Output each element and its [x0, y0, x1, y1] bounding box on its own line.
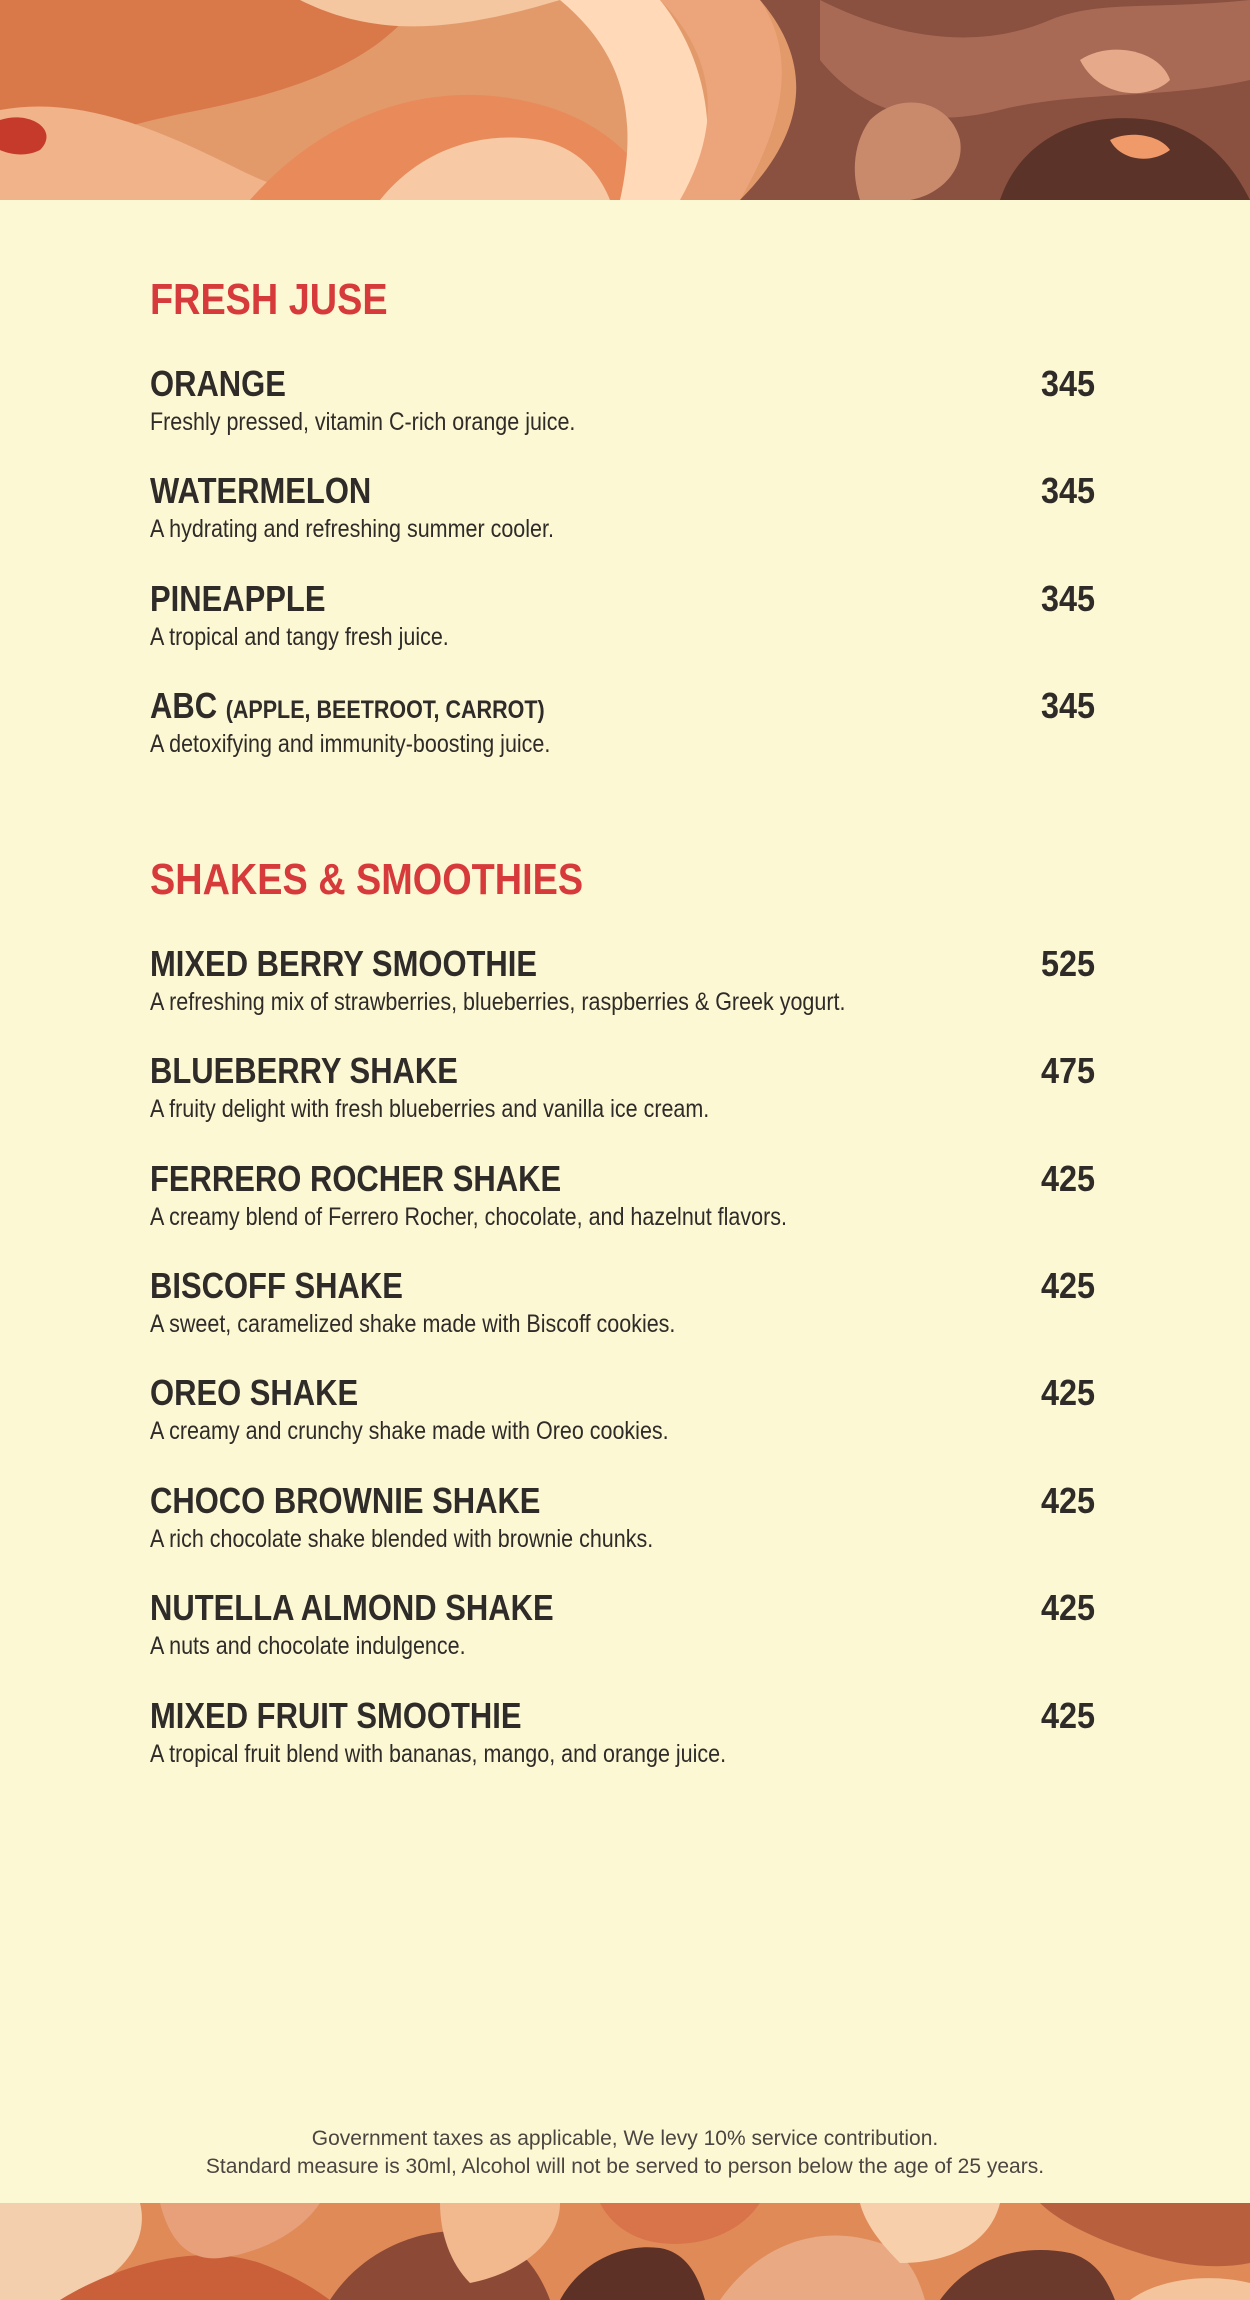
item-price: 425: [1040, 1372, 1095, 1413]
item-name-subtitle: (APPLE, BEETROOT, CARROT): [225, 696, 545, 724]
item-price: 345: [1040, 685, 1095, 726]
item-name: BISCOFF SHAKE: [150, 1265, 403, 1306]
item-description: A fruity delight with fresh blueberries and vanilla ice cream.: [150, 1095, 710, 1123]
floral-artwork-top: [0, 0, 1250, 200]
item-description: A hydrating and refreshing summer cooler.: [150, 515, 554, 543]
item-price: 425: [1040, 1158, 1095, 1199]
item-price: 345: [1040, 470, 1095, 511]
item-name: NUTELLA ALMOND SHAKE: [150, 1587, 554, 1628]
item-name: WATERMELON: [150, 470, 372, 511]
section-title-shakes-smoothies: SHAKES & SMOOTHIES: [150, 855, 584, 904]
item-description: A creamy and crunchy shake made with Oreo cookies.: [150, 1417, 669, 1445]
section-title-fresh-juice: FRESH JUSE: [150, 275, 388, 324]
item-price: 425: [1040, 1587, 1095, 1628]
item-price: 425: [1040, 1265, 1095, 1306]
menu-item-watermelon: [150, 469, 1095, 559]
footer-alcohol-note: Standard measure is 30ml, Alcohol will not be served to person below the age of 25 years.: [205, 2155, 1045, 2178]
item-description: A sweet, caramelized shake made with Biscoff cookies.: [150, 1310, 676, 1338]
item-description: A detoxifying and immunity-boosting juice.: [150, 730, 551, 758]
item-name: FERRERO ROCHER SHAKE: [150, 1158, 562, 1199]
item-description: A nuts and chocolate indulgence.: [150, 1632, 466, 1660]
item-description: Freshly pressed, vitamin C-rich orange juice.: [150, 408, 576, 436]
item-description: A creamy blend of Ferrero Rocher, chocolate, and hazelnut flavors.: [150, 1203, 787, 1231]
item-name: PINEAPPLE: [150, 578, 326, 619]
item-description: A tropical and tangy fresh juice.: [150, 623, 449, 651]
bottom-decorative-banner: [0, 2203, 1250, 2300]
menu-item-choco-brownie-shake: [150, 1479, 1095, 1569]
menu-item-oreo-shake: [150, 1371, 1095, 1461]
item-name: OREO SHAKE: [150, 1372, 359, 1413]
item-name: ORANGE: [150, 363, 286, 404]
menu-item-pineapple: [150, 577, 1095, 667]
item-price: 345: [1040, 363, 1095, 404]
item-price: 425: [1040, 1695, 1095, 1736]
menu-item-nutella-almond-shake: [150, 1586, 1095, 1676]
menu-item-blueberry-shake: [150, 1049, 1095, 1139]
menu-item-orange: [150, 362, 1095, 452]
item-price: 425: [1040, 1480, 1095, 1521]
item-name: CHOCO BROWNIE SHAKE: [150, 1480, 541, 1521]
floral-artwork-bottom: [0, 2203, 1250, 2300]
item-description: A refreshing mix of strawberries, blueberries, raspberries & Greek yogurt.: [150, 988, 846, 1016]
item-description: A rich chocolate shake blended with brownie chunks.: [150, 1525, 654, 1553]
item-name: ABC (APPLE, BEETROOT, CARROT): [150, 685, 545, 726]
menu-item-ferrero-rocher-shake: [150, 1157, 1095, 1247]
menu-item-biscoff-shake: [150, 1264, 1095, 1354]
item-name: BLUEBERRY SHAKE: [150, 1050, 458, 1091]
item-name: MIXED FRUIT SMOOTHIE: [150, 1695, 522, 1736]
item-price: 345: [1040, 578, 1095, 619]
menu-item-mixed-fruit-smoothie: [150, 1694, 1095, 1784]
menu-item-abc: [150, 684, 1095, 774]
item-description: A tropical fruit blend with bananas, mango, and orange juice.: [150, 1740, 727, 1768]
footer-disclaimer: [0, 2125, 1250, 2181]
item-price: 525: [1040, 943, 1095, 984]
menu-item-mixed-berry-smoothie: [150, 942, 1095, 1032]
item-name: MIXED BERRY SMOOTHIE: [150, 943, 538, 984]
item-price: 475: [1040, 1050, 1095, 1091]
footer-tax-note: Government taxes as applicable, We levy 10% service contribution.: [311, 2127, 939, 2150]
top-decorative-banner: [0, 0, 1250, 200]
